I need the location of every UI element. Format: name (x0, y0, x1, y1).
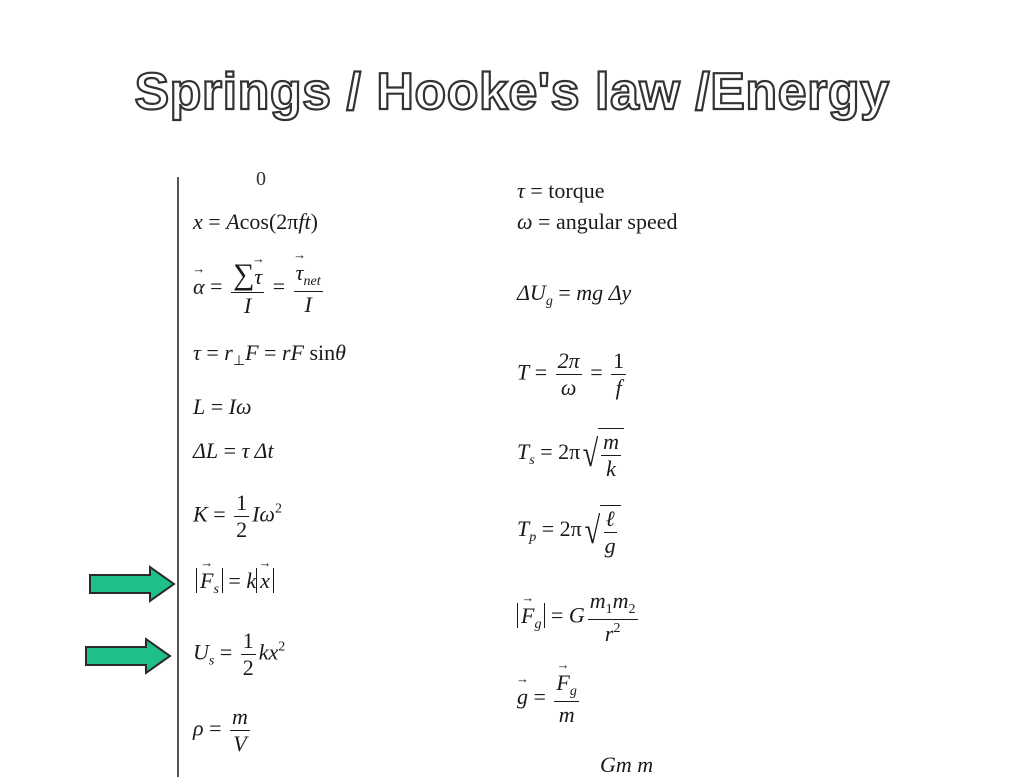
coef-2pi: 2π (558, 439, 581, 465)
subscript-p: p (529, 530, 537, 546)
equals: = (228, 568, 241, 593)
definition-text: torque (548, 178, 605, 203)
sqrt-m-k: √ $\frac{m}{k}$ (580, 428, 624, 480)
equals: = (206, 340, 219, 365)
formula-angular-acceleration (193, 260, 326, 317)
var-K: K (193, 501, 208, 527)
formula-density (193, 706, 253, 755)
sin-text: sin (309, 340, 336, 365)
equals: = (558, 280, 571, 305)
var-x: → x (260, 570, 270, 592)
equals: = (534, 359, 548, 385)
definition-torque: τ = torque (517, 178, 605, 203)
subscript-s: s (208, 653, 215, 669)
definition-text: angular speed (555, 209, 678, 234)
equals: = (210, 394, 224, 419)
var-F: → F (521, 605, 534, 627)
fraction-m-V: $\frac{m}{V}$ (231, 704, 248, 756)
formula-spring-period (517, 428, 624, 480)
formula-gravitational-force (517, 590, 641, 645)
formula-gravitational-pe (517, 282, 631, 309)
subscript-s: s (529, 453, 535, 469)
slide-title: Springs / Hooke's law /Energy (134, 63, 890, 121)
clipped-formula-top: 0 (256, 168, 266, 190)
equals: = (550, 602, 564, 628)
equals: = (590, 359, 603, 385)
var-rF: rF (281, 340, 304, 365)
var-A: A (226, 209, 240, 234)
var-f: f (298, 209, 305, 234)
exponent: 2 (278, 639, 286, 655)
formula-pendulum-period (517, 505, 621, 557)
fraction-half: $\frac{1}{2}$ (236, 490, 248, 542)
equals: = (210, 273, 223, 299)
var-L: L (193, 394, 206, 419)
formula-position (193, 211, 318, 233)
definition-angular-speed: ω = angular speed (517, 209, 678, 234)
divider-line (177, 177, 179, 777)
subscript-s: s (213, 582, 219, 597)
var-alpha: → α (193, 276, 205, 298)
var-tau: → τ (254, 266, 262, 288)
subscript-net: net (303, 273, 321, 289)
formula-torque (193, 342, 346, 369)
expr-mg-dy: mg Δy (576, 280, 632, 305)
paren-close: ) (310, 209, 318, 234)
var-T: T (517, 359, 530, 385)
var-U: U (193, 639, 209, 665)
fraction-m1m2-r2: $\frac{m_1m_2}{r^2}$ (589, 588, 636, 646)
sum-symbol: ∑ (232, 258, 255, 291)
var-delta-L: ΔL (193, 438, 219, 463)
equals: = (272, 273, 286, 299)
equals: = (533, 684, 546, 710)
equals: = (209, 715, 222, 741)
var-k: k (246, 568, 257, 593)
fraction-sum-tau (231, 260, 264, 317)
var-g: → g (517, 686, 528, 708)
var-F: → F (200, 570, 213, 592)
expr-tau-dt: τ Δt (241, 438, 274, 463)
subscript-g: g (545, 294, 553, 309)
var-F: F (245, 340, 259, 365)
magnitude-F-g (517, 602, 545, 632)
fraction-tau-net (294, 259, 323, 317)
var-delta-U: ΔU (517, 280, 546, 305)
equals: = (219, 639, 233, 665)
formula-angular-momentum (193, 396, 252, 418)
var-x: x (193, 209, 203, 234)
equals: = (208, 209, 221, 234)
equals: = (540, 439, 553, 465)
coef-2pi: 2π (559, 516, 582, 542)
formula-period (517, 350, 629, 399)
fraction-half: $\frac{1}{2}$ (242, 628, 254, 680)
sqrt-l-g: √ $\frac{\text{ℓ}}{g}$ (582, 505, 621, 557)
var-rho: ρ (193, 715, 204, 741)
magnitude-F-s (196, 568, 223, 597)
subscript-perp: ⊥ (232, 354, 246, 369)
var-tau: → τ (296, 262, 304, 284)
highlight-arrow-spring-energy (84, 636, 174, 676)
var-r: r (224, 340, 233, 365)
subscript-g: g (534, 616, 542, 632)
formula-delta-L (193, 440, 274, 462)
cos-text: cos(2π (239, 209, 299, 234)
expr-I-omega: Iω (252, 501, 275, 527)
var-T: T (517, 439, 530, 465)
formula-gravitational-field (517, 672, 582, 726)
equals: = (264, 340, 277, 365)
formula-spring-energy (193, 630, 285, 679)
expr-I-omega: Iω (228, 394, 252, 419)
var-G: G (568, 602, 585, 628)
formula-spring-force (196, 570, 274, 597)
var-t: t (304, 209, 311, 234)
fraction-1-f: $\frac{1}{f}$ (613, 348, 625, 400)
exponent: 2 (274, 501, 282, 517)
var-I: I (304, 291, 312, 317)
clipped-formula-bottom: Gm m (600, 752, 654, 777)
equals: = (213, 501, 226, 527)
var-tau: τ (193, 340, 201, 365)
var-theta: θ (335, 340, 346, 365)
highlight-arrow-spring-force (88, 564, 178, 604)
equals: = (223, 438, 237, 463)
formula-kinetic-energy (193, 492, 282, 541)
var-I: I (243, 293, 252, 318)
fraction-Fg-m: → $\frac{F_g}{m}$ (554, 672, 578, 726)
var-T: T (517, 516, 530, 542)
magnitude-x (256, 568, 274, 593)
fraction-2pi-omega: $\frac{2\pi}{\omega}$ (557, 348, 580, 400)
equals: = (541, 516, 555, 542)
expr-kx: kx (258, 639, 279, 665)
